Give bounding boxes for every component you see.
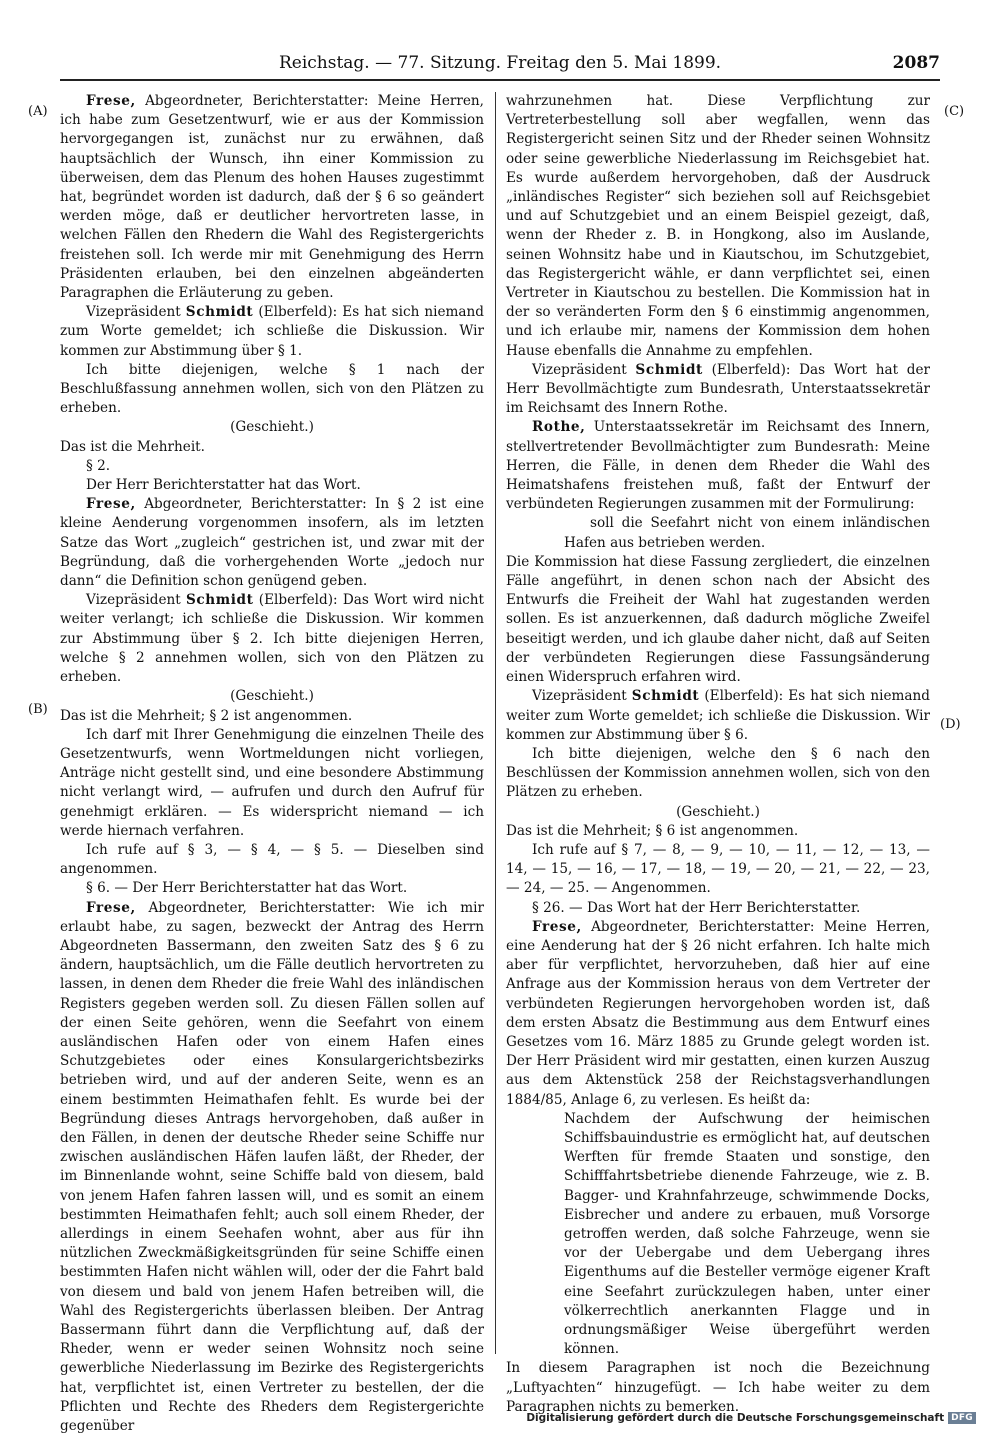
paragraph <box>506 803 930 822</box>
paragraph-text: (Elberfeld): Das Wort hat der Herr Bevollmächtigte zum Bundesrath, Unterstaatssekretär im Reichsamt des Innern Rothe. <box>506 361 930 417</box>
paragraph <box>60 899 484 1436</box>
right-column <box>506 92 930 1415</box>
paragraph <box>506 1359 930 1417</box>
paragraph-text: Abgeordneter, Berichterstatter: Meine Herren, eine Aenderung hat der § 26 nicht erfahren. Ich halte mich aber für verpflichtet, hervorzuheben, daß hier auf eine Anfrage aus der Kommission heraus von dem Vertreter der verbündeten Regierungen hervorgehoben worden ist, daß dem ersten Absatz die Bestimmung aus dem Entwurf eines Gesetzes vom 16. März 1885 zu Grunde gelegt worden ist. Der Herr Präsident wird mir gestatten, einen kurzen Auszug aus dem Aktenstück 258 der Reichstagsverhandlungen 1884/85, Anlage 6, zu verlesen. Es heißt da: <box>506 918 930 1108</box>
paragraph <box>506 553 930 687</box>
paragraph <box>60 726 484 841</box>
paragraph <box>60 457 484 476</box>
paragraph-text: Das ist die Mehrheit; § 2 ist angenommen. <box>60 707 353 724</box>
speaker-title: Vizepräsident <box>532 361 636 378</box>
footer-credit <box>526 1412 976 1424</box>
page-number: 2087 <box>892 53 940 73</box>
speaker-name: Schmidt <box>185 304 254 321</box>
paragraph-text: Ich darf mit Ihrer Genehmigung die einzelnen Theile des Gesetzentwurfs, wenn Wortmeldungen nicht vorliegen, Anträge nicht gestellt sind, und eine besondere Abstimmung nicht verlangt wird, — aufrufen und durch den Aufruf für genehmigt erklären. — Es widerspricht niemand — ich werde hiernach verfahren. <box>60 726 484 839</box>
paragraph <box>60 707 484 726</box>
paragraph <box>60 418 484 437</box>
header-rule <box>60 79 940 81</box>
paragraph <box>506 918 930 1110</box>
paragraph <box>506 822 930 841</box>
paragraph-text: (Elberfeld): Das Wort wird nicht weiter verlangt; ich schließe die Diskussion. Wir kommen zur Abstimmung über § 2. Ich bitte diejenigen Herren, welche § 2 annehmen wollen, sich von den Plätzen zu erheben. <box>60 592 484 686</box>
margin-label-c: (C) <box>944 104 965 119</box>
speaker-title: Vizepräsident <box>86 592 186 609</box>
speaker-title: Vizepräsident <box>86 304 186 321</box>
speaker-name: Frese, <box>86 93 136 109</box>
speaker-name: Frese, <box>86 496 136 513</box>
paragraph-text: Die Kommission hat diese Fassung zergliedert, die einzelnen Fälle angeführt, in denen schon nach der Absicht des Entwurfs die Freiheit der Wahl hat zugestanden werden sollen. Es ist anzuerkennen, daß dadurch mögliche Zweifel beseitigt werden, und ich glaube daher nicht, daß auf Seiten der verbündeten Regierungen diese Fassungsänderung einen Widerspruch erfahren wird. <box>506 553 930 686</box>
speaker-name: Frese, <box>86 899 136 916</box>
paragraph <box>60 303 484 361</box>
paragraph-text: Abgeordneter, Berichterstatter: Wie ich mir erlaubt habe, zu sagen, bezweckt der Antrag des Herrn Abgeordneten Bassermann, den zweiten Satz des § 6 zu ändern, hauptsächlich, um die Fälle deutlich hervortreten zu lassen, in denen dem Rheder die freie Wahl des inländischen Registers gegeben werden soll. Zu diesen Fällen sollen auf der einen Seite gehören, wenn die Seefahrt von einem ausländischen Hafen oder von einem Hafen eines Schutzgebietes oder eines Konsulargerichtsbezirks betrieben wird, und auf der anderen Seite, wenn es an einem bestimmten Heimathafen fehlt. Es wurde bei der Begründung dieses Antrags hervorgehoben, daß außer in den Fällen, in denen der deutsche Rheder seine Schiffe nur zwischen ausländischen Häfen laufen läßt, der Rheder, der im Binnenlande wohnt, seine Schiffe bald von diesem, bald von jenem Hafen fahren lassen will, und es somit an einem bestimmten Heimathafen fehlt; auch soll einem Rheder, der allerdings in einem Seehafen wohnt, aber aus für ihn nützlichen Zweckmäßigkeitsgründen für seine Schiffe einen bestimmten Hafen nicht wählen will, oder der die Fahrt bald von diesem und bald von jenem Hafen betreiben will, die Wahl des Registergerichts überlassen bleiben. Der Antrag Bassermann führt dann die Verpflichtung auf, daß der Rheder, wenn er weder seinen Wohnsitz noch seine gewerbliche Niederlassung im Bezirke des Registergerichts hat, verpflichtet ist, einen Vertreter zu bestellen, der die Pflichten und Rechte des Rheders dem Registergerichte gegenüber <box>60 899 484 1435</box>
paragraph <box>60 591 484 687</box>
paragraph-text: Der Herr Berichterstatter hat das Wort. <box>86 477 361 494</box>
paragraph-text: Ich bitte diejenigen, welche den § 6 nach den Beschlüssen der Kommission annehmen wollen, sich von den Plätzen zu erheben. <box>506 745 930 801</box>
speaker-name: Schmidt <box>186 592 254 609</box>
running-header <box>60 53 940 75</box>
column-divider <box>495 92 496 1354</box>
paragraph <box>506 1110 930 1360</box>
paragraph <box>60 495 484 591</box>
paragraph-text: § 6. — Der Herr Berichterstatter hat das Wort. <box>86 880 408 897</box>
margin-label-d: (D) <box>940 717 961 732</box>
speaker-name: Schmidt <box>631 688 700 705</box>
paragraph <box>60 476 484 495</box>
margin-label-a: (A) <box>28 104 48 119</box>
paragraph <box>60 361 484 419</box>
paragraph <box>60 438 484 457</box>
paragraph-text: § 26. — Das Wort hat der Herr Berichterstatter. <box>532 899 861 916</box>
paragraph <box>506 92 930 361</box>
speaker-name: Schmidt <box>635 361 703 378</box>
paragraph-text: Das ist die Mehrheit; § 6 ist angenommen. <box>506 822 799 839</box>
paragraph-text: § 2. <box>86 457 111 474</box>
paragraph-text: Ich rufe auf § 7, — 8, — 9, — 10, — 11, — 12, — 13, — 14, — 15, — 16, — 17, — 18, — 19, — 20, — 21, — 22, — 23, — 24, — 25. — Angenommen. <box>506 841 930 897</box>
paragraph-text: In diesem Paragraphen ist noch die Bezeichnung „Luftyachten“ hinzugefügt. — Ich habe weiter zu dem Paragraphen nichts zu bemerken. <box>506 1360 930 1415</box>
margin-label-b: (B) <box>28 702 48 717</box>
dfg-logo: DFG <box>948 1412 976 1424</box>
paragraph <box>60 687 484 706</box>
paragraph-text: soll die Seefahrt nicht von einem inländischen Hafen aus betrieben werden. <box>564 515 930 551</box>
paragraph <box>506 899 930 918</box>
paragraph-text: Abgeordneter, Berichterstatter: Meine Herren, ich habe zum Gesetzentwurf, wie er aus der Kommission hervorgegangen ist, zunächst nur zu erwähnen, daß hauptsächlich der Wunsch, ihn einer Kommission zu überweisen, dem das Plenum des hohen Hauses zugestimmt hat, begründet worden ist dadurch, daß der § 6 so geändert werden möge, daß er deutlicher hervortreten lasse, in welchen Fällen den Rhedern die Wahl des Registergerichts freistehen soll. Ich werde mir mit Genehmigung des Herrn Präsidenten erlauben, bei den einzelnen abgeänderten Paragraphen die Erläuterung zu geben. <box>60 93 484 302</box>
paragraph-text: Ich bitte diejenigen, welche § 1 nach der Beschlußfassung annehmen wollen, sich von den Plätzen zu erheben. <box>60 361 484 417</box>
paragraph-text: Ich rufe auf § 3, — § 4, — § 5. — Dieselben sind angenommen. <box>60 841 484 878</box>
paragraph <box>506 745 930 803</box>
paragraph-text: (Elberfeld): Es hat sich niemand weiter zum Worte gemeldet; ich schließe die Diskussion. Wir kommen zur Abstimmung über § 6. <box>506 688 930 743</box>
paragraph-text: Abgeordneter, Berichterstatter: In § 2 ist eine kleine Aenderung vorgenommen insofern, als im letzten Satze das Wort „zugleich“ gestrichen ist, und zwar mit der Begründung, daß die vorhergehenden Worte „jedoch nur dann“ die Definition schon genügend geben. <box>60 496 484 590</box>
paragraph <box>506 841 930 899</box>
paragraph-text: (Geschieht.) <box>676 803 760 820</box>
paragraph-text: (Geschieht.) <box>230 688 314 705</box>
paragraph <box>60 92 484 303</box>
paragraph-text: Das ist die Mehrheit. <box>60 438 205 455</box>
paragraph-text: wahrzunehmen hat. Diese Verpflichtung zur Vertreterbestellung soll aber wegfallen, wenn das Registergericht seinen Sitz und der Rheder seinen Wohnsitz oder seine gewerbliche Niederlassung im Reichsgebiet hat. Es wurde außerdem hervorgehoben, daß der Ausdruck „inländisches Register“ sich beziehen soll auf Reichsgebiet und auf Schutzgebiet und an einem Beispiel gezeigt, daß, wenn der Rheder z. B. in Hongkong, also im Auslande, seinen Wohnsitz habe und in Kiautschou, im Schutzgebiet, das Registergericht wähle, er dann verpflichtet sei, einen Vertreter in Kiautschou zu bestellen. Die Kommission hat in der so veränderten Form den § 6 einstimmig angenommen, und ich erlaube mir, namens der Kommission dem hohen Hause ebenfalls die Annahme zu empfehlen. <box>506 93 930 359</box>
paragraph <box>506 687 930 745</box>
paragraph <box>506 514 930 552</box>
speaker-name: Frese, <box>532 918 582 935</box>
left-column <box>60 92 484 1435</box>
speaker-title: Vizepräsident <box>532 688 632 705</box>
paragraph <box>506 361 930 419</box>
paragraph-text: Nachdem der Aufschwung der heimischen Schiffsbauindustrie es ermöglicht hat, auf deutschen Werften für fremde Staaten und sonstige, den Schifffahrtsbetriebe dienende Fahrzeuge, wie z. B. Bagger- und Krahnfahrzeuge, schwimmende Docks, Eisbrecher und andere zu erbauen, muß Vorsorge getroffen werden, daß solche Fahrzeuge, wenn sie vor der Uebergabe und dem Uebergang ihres Eigenthums auf die Besteller vermöge eigener Kraft eine Seefahrt zurückzulegen haben, unter einer völkerrechtlich anerkannten Flagge und in ordnungsmäßiger Weise übergeführt werden können. <box>564 1110 930 1358</box>
paragraph-text: (Geschieht.) <box>230 419 314 436</box>
running-title: Reichstag. — 77. Sitzung. Freitag den 5. Mai 1899. <box>278 53 722 73</box>
paragraph <box>60 879 484 898</box>
paragraph-text: Unterstaatssekretär im Reichsamt des Innern, stellvertretender Bevollmächtigter zum Bundesrath: Meine Herren, die Fälle, in denen dem Rheder die Wahl des Heimatshafens freistehen muß, faßt der Entwurf der verbündeten Regierungen zusammen mit der Formulirung: <box>506 419 930 513</box>
speaker-name: Rothe, <box>532 419 586 436</box>
footer-text: Digitalisierung gefördert durch die Deutsche Forschungsgemeinschaft <box>526 1412 945 1424</box>
paragraph <box>60 841 484 879</box>
paragraph <box>506 418 930 514</box>
paragraph-text: (Elberfeld): Es hat sich niemand zum Worte gemeldet; ich schließe die Diskussion. Wir kommen zur Abstimmung über § 1. <box>60 304 484 359</box>
